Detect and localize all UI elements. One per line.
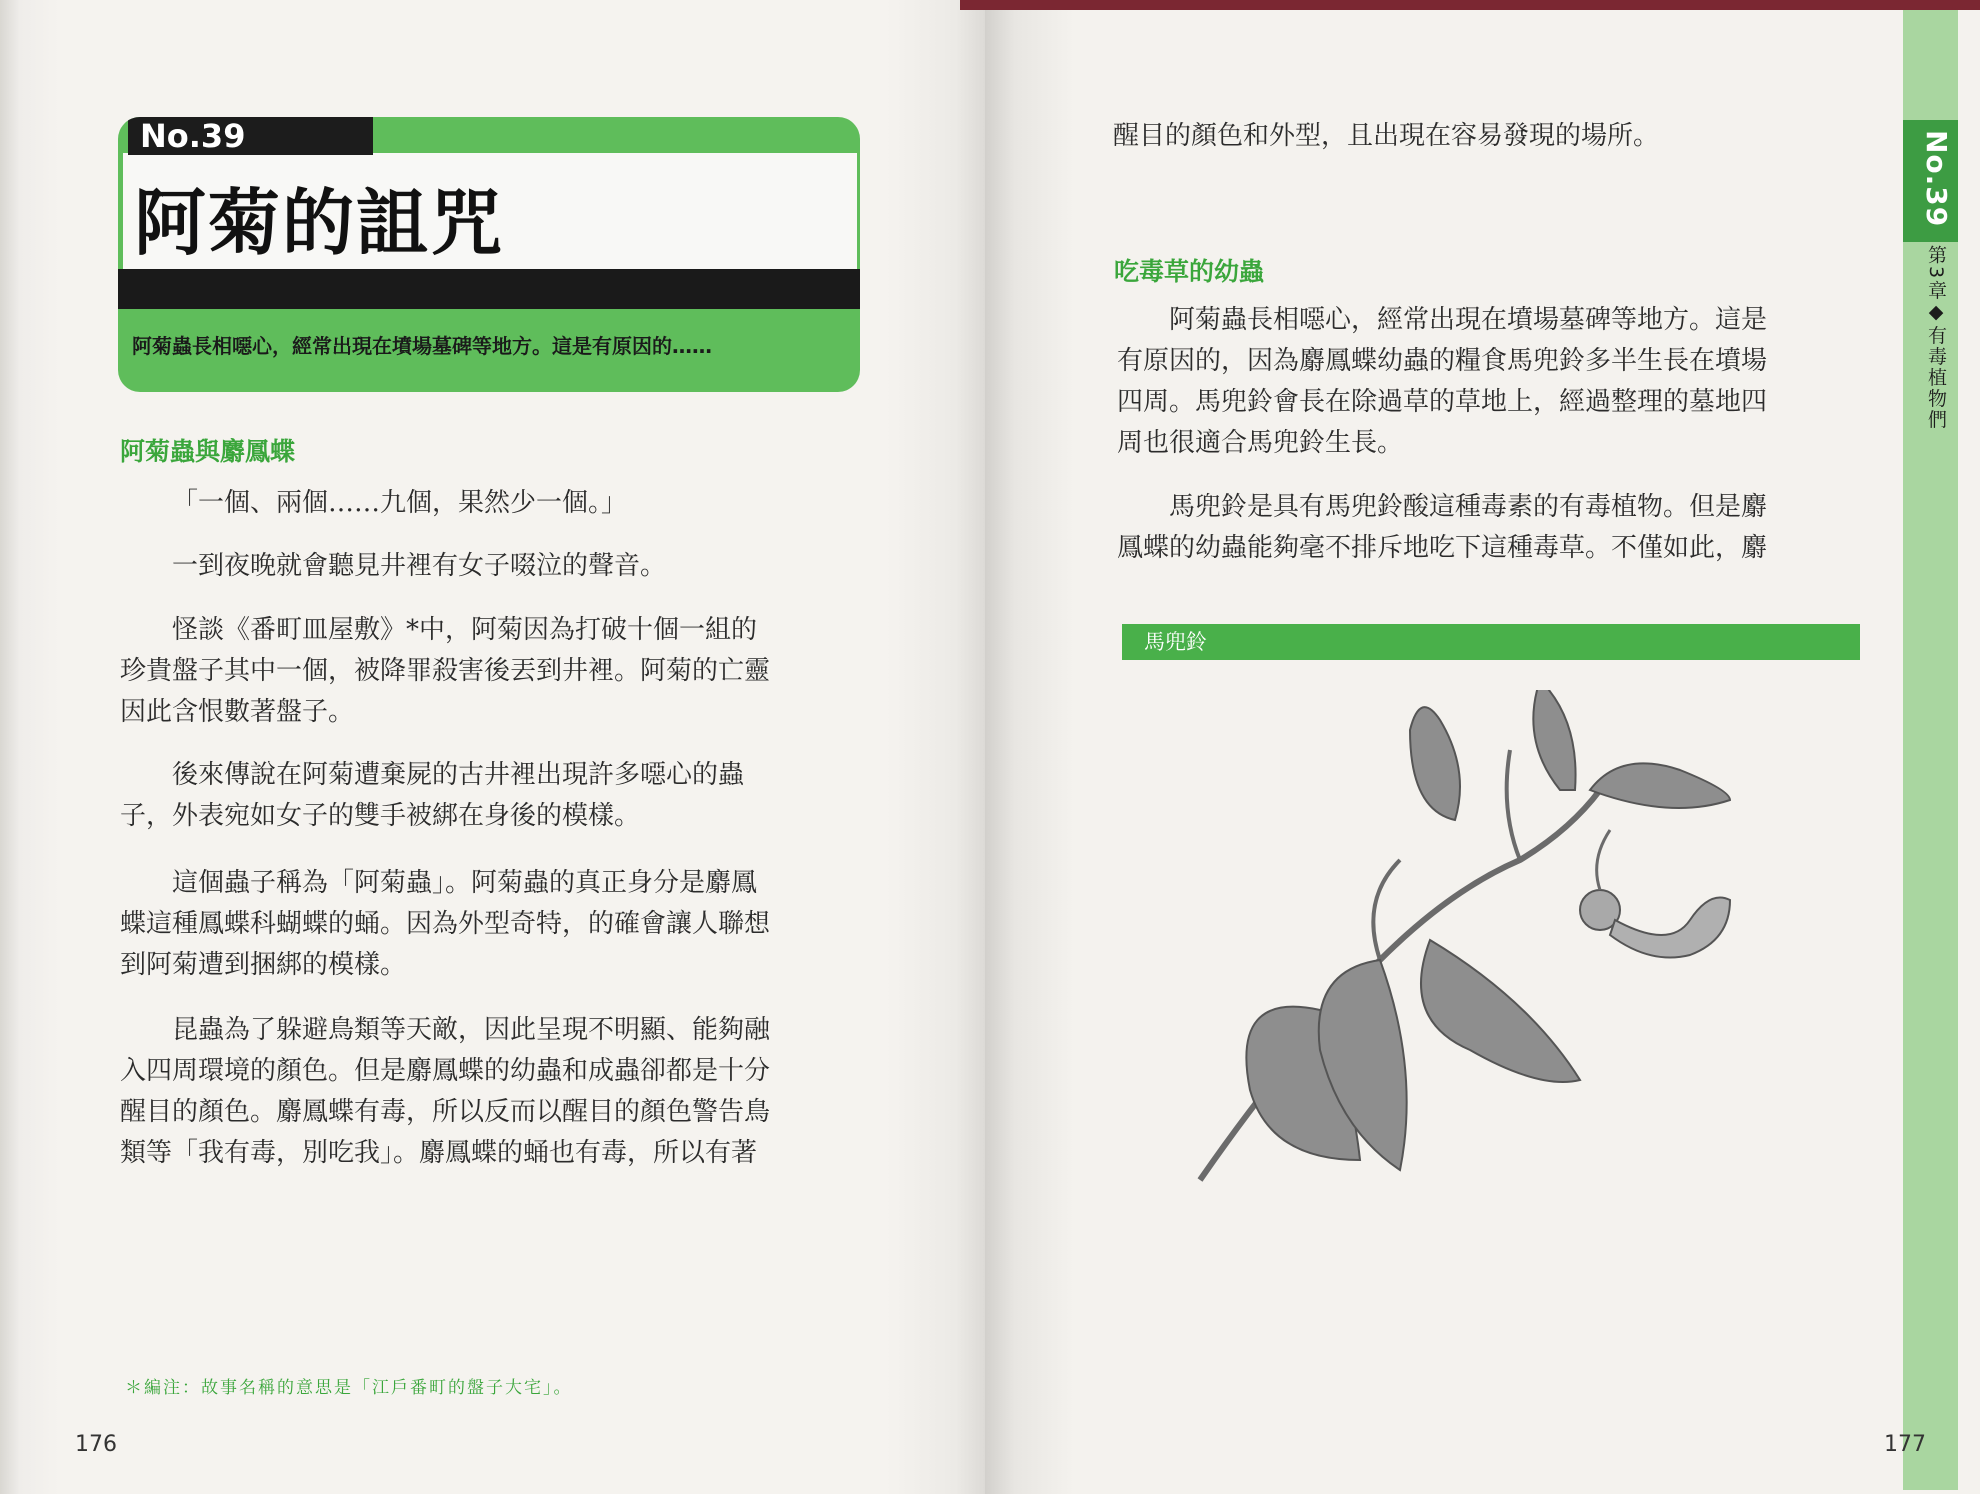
body-line: 蝶這種鳳蝶科蝴蝶的蛹。因為外型奇特，的確會讓人聯想 xyxy=(120,909,771,939)
page-number-right: 177 xyxy=(1884,1432,1926,1457)
body-line: 阿菊蟲長相噁心，經常出現在墳場墓碑等地方。這是 xyxy=(1169,305,1768,335)
title-divider-bar xyxy=(118,269,860,309)
body-line: 這個蟲子稱為「阿菊蟲」。阿菊蟲的真正身分是麝鳳 xyxy=(172,868,758,898)
body-line: 有原因的，因為麝鳳蝶幼蟲的糧食馬兜鈴多半生長在墳場 xyxy=(1117,346,1768,376)
page-number-left: 176 xyxy=(75,1432,117,1457)
section-heading-2: 吃毒草的幼蟲 xyxy=(1114,257,1265,286)
continued-line: 醒目的顏色和外型，且出現在容易發現的場所。 xyxy=(1113,121,1660,151)
body-line: 類等「我有毒，別吃我」。麝鳳蝶的蛹也有毒，所以有著 xyxy=(120,1138,758,1168)
page-title: 阿菊的詛咒 xyxy=(134,181,505,265)
body-line: 因此含恨數著盤子。 xyxy=(120,697,355,727)
body-line: 馬兜鈴是具有馬兜鈴酸這種毒素的有毒植物。但是麝 xyxy=(1169,492,1768,522)
body-line: 到阿菊遭到捆綁的模樣。 xyxy=(120,950,407,980)
book-edge xyxy=(960,0,1980,10)
body-line: 子，外表宛如女子的雙手被綁在身後的模樣。 xyxy=(120,801,641,831)
side-tab-number: No.39 xyxy=(1920,130,1953,228)
figure-caption-bar: 馬兜鈴 xyxy=(1122,624,1860,660)
lead-text: 阿菊蟲長相噁心，經常出現在墳場墓碑等地方。這是有原因的…… xyxy=(132,334,712,358)
body-line: 四周。馬兜鈴會長在除過草的草地上，經過整理的墓地四 xyxy=(1117,387,1768,417)
chapter-side-tab xyxy=(1903,10,1958,1490)
aristolochia-illustration-icon xyxy=(1170,690,1790,1210)
footnote: ＊編注：故事名稱的意思是「江戶番町的盤子大宅」。 xyxy=(125,1378,573,1398)
body-line: 周也很適合馬兜鈴生長。 xyxy=(1117,428,1404,458)
body-line: 昆蟲為了躲避鳥類等天敵，因此呈現不明顯、能夠融 xyxy=(172,1015,771,1045)
number-tab: No.39 xyxy=(128,117,373,155)
section-heading-1: 阿菊蟲與麝鳳蝶 xyxy=(120,437,296,466)
body-line: 後來傳說在阿菊遭棄屍的古井裡出現許多噁心的蟲 xyxy=(172,760,745,790)
body-line: 醒目的顏色。麝鳳蝶有毒，所以反而以醒目的顏色警告鳥 xyxy=(120,1097,771,1127)
title-box xyxy=(118,117,860,392)
body-line: 怪談《番町皿屋敷》*中，阿菊因為打破十個一組的 xyxy=(172,615,758,645)
body-line: 一到夜晚就會聽見井裡有女子啜泣的聲音。 xyxy=(172,551,667,581)
side-tab-chapter: 第3章◆有毒植物們 xyxy=(1925,245,1947,431)
body-line: 入四周環境的顏色。但是麝鳳蝶的幼蟲和成蟲卻都是十分 xyxy=(120,1056,771,1086)
body-line: 珍貴盤子其中一個，被降罪殺害後丟到井裡。阿菊的亡靈 xyxy=(120,656,771,686)
body-line: 鳳蝶的幼蟲能夠毫不排斥地吃下這種毒草。不僅如此，麝 xyxy=(1117,533,1768,563)
body-line: 「一個、兩個……九個，果然少一個。」 xyxy=(172,488,628,518)
